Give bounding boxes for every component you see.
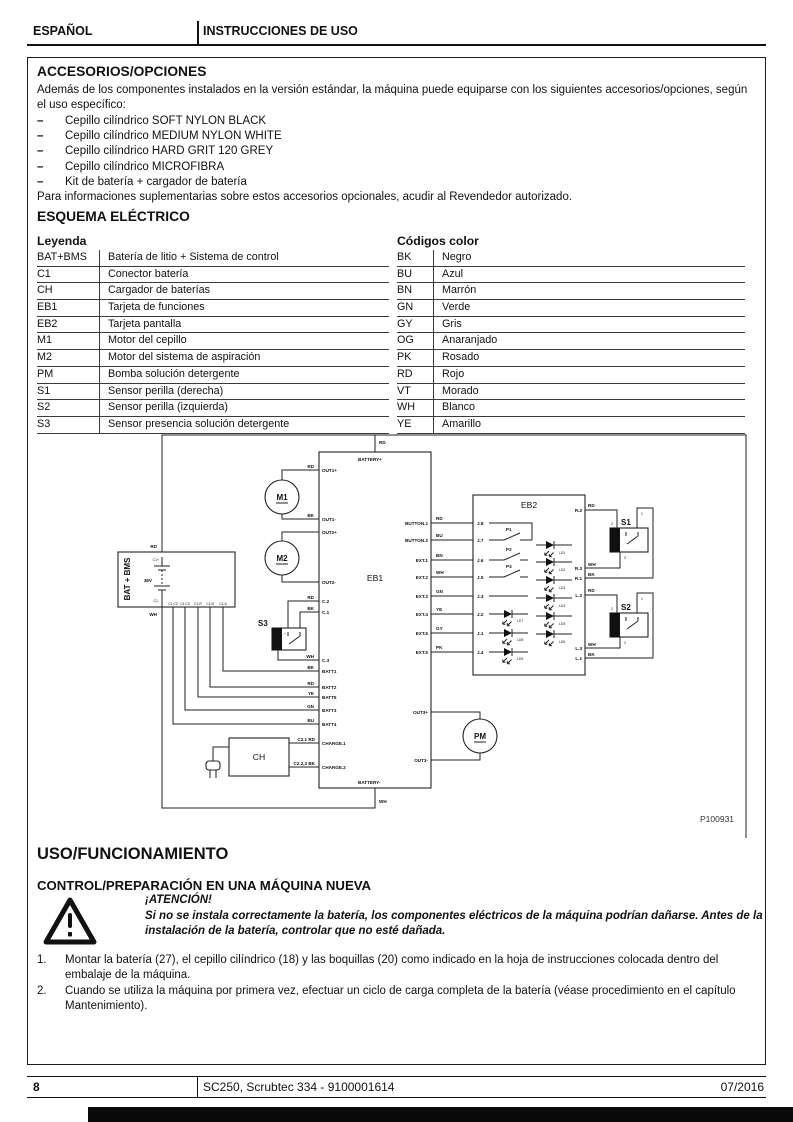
steps-list bbox=[37, 953, 759, 1015]
eb2-board bbox=[473, 495, 585, 675]
warning-triangle-icon bbox=[42, 896, 98, 946]
led-label: LD3 bbox=[559, 586, 566, 590]
charger-label: CH bbox=[252, 752, 266, 762]
led-label: LD1 bbox=[559, 551, 566, 555]
bus-wire-label: WH bbox=[436, 570, 444, 575]
battery-sense-wires bbox=[173, 607, 319, 724]
legend-code: EB1 bbox=[37, 300, 100, 316]
list-item bbox=[37, 114, 753, 129]
list-item bbox=[37, 160, 753, 175]
wire-label-rd: RD bbox=[379, 440, 386, 445]
s2-sensor-body bbox=[610, 613, 620, 637]
bullet-dash: – bbox=[37, 130, 44, 143]
wire-label-wh: WH bbox=[588, 642, 596, 647]
eb1-pin: OUT1- bbox=[322, 517, 336, 522]
color-name: Anaranjado bbox=[442, 334, 498, 347]
table-row bbox=[37, 384, 389, 401]
legend-desc: Motor del sistema de aspiración bbox=[108, 351, 261, 364]
s1-label: S1 bbox=[621, 518, 631, 527]
table-row bbox=[37, 333, 389, 350]
color-name: Gris bbox=[442, 317, 462, 330]
legend-code: C1 bbox=[37, 267, 100, 283]
legend-desc: Conector batería bbox=[108, 267, 189, 280]
eb2-pin: R.1 bbox=[574, 576, 582, 581]
eb1-pin: BATT1 bbox=[322, 669, 337, 674]
legend-code: BAT+BMS bbox=[37, 250, 100, 266]
led-label: LD5 bbox=[559, 622, 566, 626]
color-name: Rosado bbox=[442, 351, 480, 364]
wire-label-bk: BK bbox=[307, 513, 314, 518]
eb2-pin: J.5 bbox=[477, 575, 484, 580]
wire-label-rd: RD bbox=[588, 588, 595, 593]
bus-wire-label: RD bbox=[436, 516, 443, 521]
legend-code: S1 bbox=[37, 384, 100, 400]
eb2-label: EB2 bbox=[520, 500, 538, 510]
table-row bbox=[37, 367, 389, 384]
table-row bbox=[37, 350, 389, 367]
wire-label-bu: BU bbox=[307, 718, 314, 723]
wire-label-ye: YE bbox=[307, 691, 314, 696]
s2-pin: 2 bbox=[611, 607, 613, 611]
table-row bbox=[397, 283, 745, 300]
eb1-pin: EXT.4 bbox=[415, 612, 428, 617]
eb1-pin-battery-minus: BATTERY- bbox=[358, 780, 381, 785]
header-divider bbox=[197, 21, 199, 45]
legend-desc: Sensor perilla (izquierda) bbox=[108, 401, 229, 414]
color-code: WH bbox=[397, 400, 434, 416]
bus-wire-label: PK bbox=[436, 645, 443, 650]
legend-table bbox=[37, 250, 389, 434]
legend-code: CH bbox=[37, 283, 100, 299]
eb1-pin: OUT2+ bbox=[322, 530, 337, 535]
charge2-wire-label: C2.2,3 BK bbox=[293, 761, 315, 766]
legend-desc: Tarjeta de funciones bbox=[108, 301, 205, 314]
table-row bbox=[37, 400, 389, 417]
colors-table bbox=[397, 250, 745, 434]
color-code: OG bbox=[397, 333, 434, 349]
footer-bottom-line bbox=[27, 1097, 766, 1098]
eb1-pin: BUTTON.1 bbox=[405, 521, 428, 526]
legend-desc: Sensor presencia solución detergente bbox=[108, 417, 290, 430]
eb2-pin: R.2 bbox=[574, 508, 582, 513]
eb1-pin: EXT.1 bbox=[415, 558, 428, 563]
color-name: Amarillo bbox=[442, 417, 481, 430]
eb1-pin: CHARGE.2 bbox=[322, 765, 346, 770]
m1-label: M1 bbox=[276, 493, 288, 502]
step-item bbox=[37, 953, 759, 984]
step-number: 2. bbox=[37, 984, 47, 997]
eb2-pin: L.2 bbox=[575, 593, 582, 598]
s1-sensor-body bbox=[610, 528, 620, 552]
color-name: Rojo bbox=[442, 367, 465, 380]
legend-code: S3 bbox=[37, 417, 100, 433]
legend-code: S2 bbox=[37, 400, 100, 416]
battery-pin: C1.A bbox=[219, 602, 227, 606]
wire-label-bk: BK bbox=[307, 606, 314, 611]
c1-minus-label: C1- bbox=[153, 599, 159, 603]
legend-desc: Motor del cepillo bbox=[108, 334, 187, 347]
bullet-dash: – bbox=[37, 145, 44, 158]
table-row bbox=[37, 300, 389, 317]
s1-pin: 2 bbox=[611, 522, 613, 526]
battery-pin: C1.B bbox=[206, 602, 214, 606]
list-item bbox=[37, 129, 753, 144]
table-row bbox=[397, 250, 745, 267]
color-code: VT bbox=[397, 384, 434, 400]
legend-code: EB2 bbox=[37, 317, 100, 333]
s2-label: S2 bbox=[621, 603, 631, 612]
color-code: GY bbox=[397, 317, 434, 333]
eb2-pin: J.4 bbox=[477, 650, 484, 655]
color-code: RD bbox=[397, 367, 434, 383]
footer-date: 07/2016 bbox=[720, 1080, 764, 1094]
plug-prongs bbox=[210, 770, 216, 778]
accessories-list bbox=[37, 114, 753, 190]
header-underline bbox=[27, 44, 766, 46]
list-item bbox=[37, 175, 753, 190]
legend-desc: Cargador de baterías bbox=[108, 284, 211, 297]
eb1-pin: EXT.5 bbox=[415, 650, 428, 655]
wire-label-wh: WH bbox=[306, 654, 314, 659]
wiring-diagram bbox=[100, 425, 770, 840]
eb2-pin: J.8 bbox=[477, 521, 484, 526]
color-code: BU bbox=[397, 267, 434, 283]
warning-title: ¡ATENCIÓN! bbox=[145, 894, 212, 906]
color-name: Verde bbox=[442, 301, 471, 314]
eb1-pin: C.2 bbox=[322, 599, 330, 604]
eb1-board bbox=[319, 452, 431, 788]
eb1-pin-out3-minus: OUT3- bbox=[414, 758, 428, 763]
wire-label-bk: BK bbox=[307, 665, 314, 670]
switch-label: P1 bbox=[506, 527, 512, 532]
battery-label: BAT + BMS bbox=[123, 557, 132, 601]
step-text: Cuando se utiliza la máquina por primera vez, efectuar un ciclo de carga completa de la batería (véase procedimiento en el capítulo Mantenimiento). bbox=[65, 984, 736, 1013]
bus-wire-label: YE bbox=[436, 607, 443, 612]
table-row bbox=[397, 267, 745, 284]
eb2-pin: L.1 bbox=[575, 656, 582, 661]
accessories-intro: Además de los componentes instalados en la versión estándar, la máquina puede equiparse con los siguientes accesorios/opciones, según el uso específico: bbox=[37, 84, 748, 112]
eb2-pin: L.3 bbox=[575, 646, 582, 651]
table-row bbox=[397, 384, 745, 401]
legend-code: M1 bbox=[37, 333, 100, 349]
footer-model-info: SC250, Scrubtec 334 - 9100001614 bbox=[203, 1080, 395, 1094]
battery-box bbox=[118, 552, 235, 607]
s3-plus: + bbox=[284, 632, 286, 636]
eb1-eb2-bus bbox=[431, 523, 473, 652]
table-row bbox=[37, 283, 389, 300]
eb1-pin: BUTTON.2 bbox=[405, 538, 428, 543]
list-item-text: Kit de batería + cargador de batería bbox=[65, 175, 247, 188]
list-item-text: Cepillo cilíndrico MICROFIBRA bbox=[65, 160, 225, 173]
table-row bbox=[397, 400, 745, 417]
led-label: LD8 bbox=[517, 638, 524, 642]
color-name: Negro bbox=[442, 251, 472, 263]
eb1-pin-out3-plus: OUT3+ bbox=[413, 710, 428, 715]
step-text: Montar la batería (27), el cepillo cilíndrico (18) y las boquillas (20) como indicado en la hoja de instrucciones colocada dentro del embalaje de la máquina. bbox=[65, 954, 719, 982]
battery-pin: C1.C3 bbox=[180, 602, 190, 606]
table-row bbox=[397, 317, 745, 334]
wire-label-gn: GN bbox=[307, 704, 314, 709]
color-name: Morado bbox=[442, 384, 479, 397]
list-item-text: Cepillo cilíndrico HARD GRIT 120 GREY bbox=[65, 145, 274, 158]
table-row bbox=[397, 350, 745, 367]
switch-label: P2 bbox=[506, 547, 512, 552]
use-section-title: USO/FUNCIONAMIENTO bbox=[37, 845, 229, 863]
legend-table-title: Leyenda bbox=[37, 234, 87, 248]
step-number: 1. bbox=[37, 954, 47, 966]
bus-wire-label: GN bbox=[436, 589, 443, 594]
bullet-dash: – bbox=[37, 115, 44, 127]
eb2-pin: J.7 bbox=[477, 538, 484, 543]
wire-label-rd: RD bbox=[150, 544, 157, 549]
step-item bbox=[37, 984, 759, 1015]
s2-pin: 1 bbox=[641, 597, 643, 601]
eb1-pin: EXT.6 bbox=[415, 631, 428, 636]
table-row bbox=[397, 300, 745, 317]
wire-label-wh: WH bbox=[149, 612, 157, 617]
led-label: LD6 bbox=[559, 640, 566, 644]
legend-code: PM bbox=[37, 367, 100, 383]
color-name: Marrón bbox=[442, 284, 477, 297]
eb1-pin: OUT1+ bbox=[322, 468, 337, 473]
eb2-pin: J.3 bbox=[477, 594, 484, 599]
battery-pin: C1.C2 bbox=[168, 602, 178, 606]
legend-desc: Bomba solución detergente bbox=[108, 367, 240, 380]
charge1-wire-label: C2.1 RD bbox=[297, 737, 315, 742]
color-code: BK bbox=[397, 250, 434, 266]
footer-page-number: 8 bbox=[33, 1080, 40, 1094]
wire-label-bk: BK bbox=[588, 652, 595, 657]
figure-code: P100931 bbox=[700, 814, 735, 824]
electrical-title: ESQUEMA ELÉCTRICO bbox=[37, 209, 190, 224]
wire-label-rd: RD bbox=[588, 503, 595, 508]
eb2-pin: R.3 bbox=[574, 566, 582, 571]
table-row bbox=[37, 317, 389, 334]
m2-label: M2 bbox=[276, 554, 288, 563]
eb1-pin: EXT.3 bbox=[415, 594, 428, 599]
accessories-outro: Para informaciones suplementarias sobre estos accesorios opcionales, acudir al Revendedor autorizado. bbox=[37, 191, 573, 203]
s1-pin: 1 bbox=[641, 512, 643, 516]
legend-desc: Tarjeta pantalla bbox=[108, 317, 182, 330]
eb1-pin: BATT3 bbox=[322, 708, 337, 713]
eb1-pin: C.3 bbox=[322, 658, 330, 663]
wire-label-bk: BK bbox=[588, 572, 595, 577]
table-row bbox=[37, 250, 389, 267]
warning-text: Si no se instala correctamente la batería, los componentes eléctricos de la máquina podrían dañarse. Antes de la instalación de la batería, controlar que no esté dañada. bbox=[145, 910, 763, 938]
eb1-pin: OUT2- bbox=[322, 580, 336, 585]
header-language: ESPAÑOL bbox=[33, 24, 93, 38]
legend-code: M2 bbox=[37, 350, 100, 366]
scan-artifact-bar bbox=[88, 1107, 793, 1122]
eb1-label: EB1 bbox=[366, 573, 384, 583]
wire-label-rd: RD bbox=[307, 464, 314, 469]
bus-wire-label: GY bbox=[436, 626, 443, 631]
colors-table-title: Códigos color bbox=[397, 234, 479, 248]
eb2-pin: J.6 bbox=[477, 558, 484, 563]
color-code: GN bbox=[397, 300, 434, 316]
s3-sensor-body bbox=[272, 628, 282, 650]
s3-label: S3 bbox=[258, 619, 268, 628]
wire-label-wh: WH bbox=[379, 799, 387, 804]
bus-wire-label: BU bbox=[436, 533, 443, 538]
pm-label: PM bbox=[474, 732, 486, 741]
legend-desc: Sensor perilla (derecha) bbox=[108, 384, 224, 397]
eb1-pin: BATT4 bbox=[322, 722, 337, 727]
c1-plus-label: C1+ bbox=[152, 558, 159, 562]
table-row bbox=[397, 333, 745, 350]
led-label: LD2 bbox=[559, 568, 566, 572]
bullet-dash: – bbox=[37, 175, 44, 188]
eb1-pin-battery-plus: BATTERY+ bbox=[358, 457, 382, 462]
eb1-pin: EXT.2 bbox=[415, 575, 428, 580]
table-row bbox=[37, 267, 389, 284]
battery-pin: C1.R bbox=[194, 602, 202, 606]
wire-label-wh: WH bbox=[588, 562, 596, 567]
bullet-dash: – bbox=[37, 160, 44, 173]
footer-top-line bbox=[27, 1076, 766, 1077]
eb2-pin: J.2 bbox=[477, 612, 484, 617]
eb1-pin: CHARGE.1 bbox=[322, 741, 346, 746]
eb1-pin: BATT5 bbox=[322, 695, 337, 700]
battery-positive-rail bbox=[162, 435, 746, 838]
list-item bbox=[37, 144, 753, 159]
bus-wire-label: BN bbox=[436, 553, 443, 558]
led-label: LD7 bbox=[517, 619, 524, 623]
color-name: Blanco bbox=[442, 401, 476, 414]
plug-icon bbox=[206, 761, 220, 770]
s2-pin: 3 bbox=[624, 641, 626, 645]
s3-minus: - bbox=[303, 632, 305, 636]
footer-divider bbox=[197, 1076, 198, 1098]
table-row bbox=[397, 367, 745, 384]
s1-pin: 3 bbox=[624, 556, 626, 560]
color-code: BN bbox=[397, 283, 434, 299]
led-label: LD4 bbox=[559, 604, 566, 608]
list-item-text: Cepillo cilíndrico SOFT NYLON BLACK bbox=[65, 115, 267, 127]
eb2-pin: J.1 bbox=[477, 631, 484, 636]
wire-label-rd: RD bbox=[307, 681, 314, 686]
eb1-pin: C.1 bbox=[322, 610, 330, 615]
plug-cord bbox=[213, 747, 229, 761]
color-code: YE bbox=[397, 417, 434, 433]
color-name: Azul bbox=[442, 267, 464, 280]
color-code: PK bbox=[397, 350, 434, 366]
wire-label-rd: RD bbox=[307, 595, 314, 600]
voltage-label: 36V bbox=[143, 578, 152, 583]
led-label: LD9 bbox=[517, 657, 524, 661]
eb1-pin: BATT2 bbox=[322, 685, 337, 690]
accessories-title: ACCESORIOS/OPCIONES bbox=[37, 64, 207, 79]
legend-desc: Batería de litio + Sistema de control bbox=[108, 251, 279, 263]
header-doc-title: INSTRUCCIONES DE USO bbox=[203, 24, 358, 38]
control-subtitle: CONTROL/PREPARACIÓN EN UNA MÁQUINA NUEVA bbox=[37, 878, 372, 893]
switch-label: P3 bbox=[506, 564, 512, 569]
list-item-text: Cepillo cilíndrico MEDIUM NYLON WHITE bbox=[65, 130, 282, 143]
